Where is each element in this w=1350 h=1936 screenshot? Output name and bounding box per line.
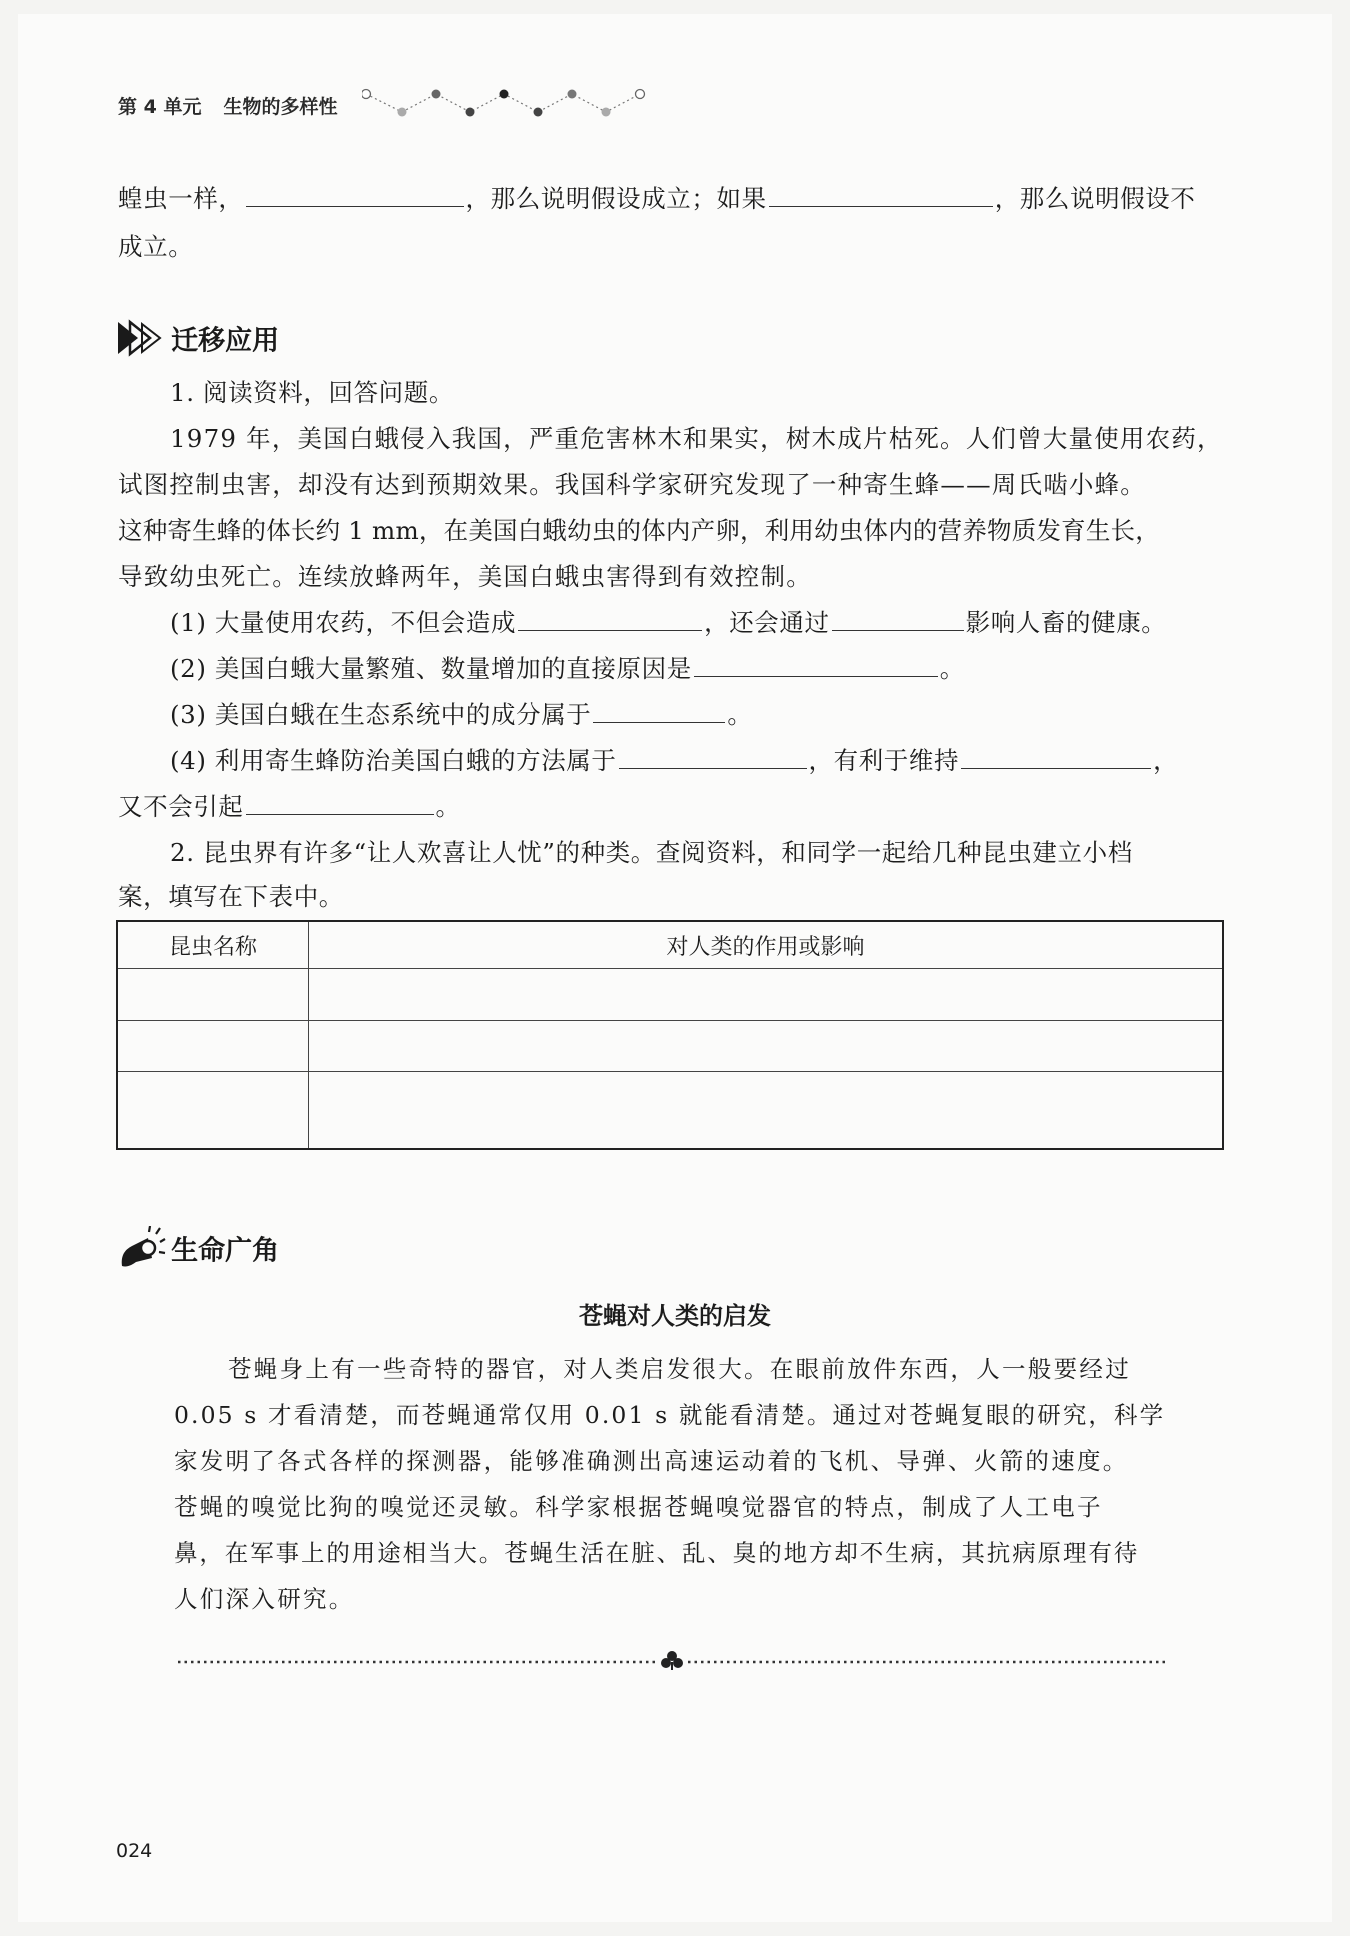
q1-sub2: (2) 美国白蛾大量繁殖、数量增加的直接原因是 。 <box>170 654 965 683</box>
answer-blank[interactable] <box>769 186 993 207</box>
clover-icon <box>661 1651 683 1670</box>
q1-material-line: 这种寄生蜂的体长约 1 mm，在美国白蛾幼虫的体内产卵，利用幼虫体内的营养物质发育生长， <box>118 516 1160 545</box>
column-header-insect-name: 昆虫名称 <box>117 921 309 969</box>
table-row <box>117 1020 1223 1072</box>
table-cell-insect-name[interactable] <box>117 969 309 1021</box>
speaker-icon <box>118 1226 166 1270</box>
q2-prompt-line-2: 案，填写在下表中。 <box>118 882 344 911</box>
q1-material-line: 导致幼虫死亡。连续放蜂两年，美国白蛾虫害得到有效控制。 <box>118 562 812 591</box>
triple-arrow-icon <box>116 318 166 358</box>
article-line: 0.05 s 才看清楚，而苍蝇通常仅用 0.01 s 就能看清楚。通过对苍蝇复眼的研究，科学 <box>174 1401 1166 1429</box>
article-line: 苍蝇身上有一些奇特的器官，对人类启发很大。在眼前放件东西，人一般要经过 <box>228 1355 1131 1383</box>
q1-sub4: (4) 利用寄生蜂防治美国白蛾的方法属于 ，有利于维持 ， <box>170 746 1179 775</box>
answer-blank[interactable] <box>832 610 964 631</box>
table-cell-insect-name[interactable] <box>117 1072 309 1149</box>
q1-material-line: 1979 年，美国白蛾侵入我国，严重危害林木和果实，树木成片枯死。人们曾大量使用农药， <box>170 424 1223 453</box>
table-cell-effect[interactable] <box>309 1020 1224 1072</box>
table-cell-effect[interactable] <box>309 1072 1224 1149</box>
answer-blank[interactable] <box>518 610 702 631</box>
running-header <box>118 92 337 119</box>
table-cell-insect-name[interactable] <box>117 1020 309 1072</box>
q1-material-line: 试图控制虫害，却没有达到预期效果。我国科学家研究发现了一种寄生蜂——周氏啮小蜂。 <box>118 470 1146 499</box>
table-cell-effect[interactable] <box>309 969 1224 1021</box>
dotted-divider <box>178 1650 1168 1670</box>
column-header-effect: 对人类的作用或影响 <box>309 921 1224 969</box>
section-life-title: 生命广角 <box>171 1235 280 1267</box>
unit-label: 第 4 单元 <box>118 96 202 118</box>
insect-table <box>116 920 1224 1150</box>
article-line: 人们深入研究。 <box>174 1585 355 1613</box>
answer-blank[interactable] <box>593 702 725 723</box>
q2-prompt-line-1: 2. 昆虫界有许多“让人欢喜让人忧”的种类。查阅资料，和同学一起给几种昆虫建立小档 <box>170 838 1133 867</box>
answer-blank[interactable] <box>246 794 434 815</box>
section-transfer-heading <box>116 318 279 358</box>
article-title: 苍蝇对人类的启发 <box>579 1302 771 1330</box>
answer-blank[interactable] <box>694 656 938 677</box>
table-row <box>117 1072 1223 1149</box>
section-life-heading <box>118 1226 279 1270</box>
article-line: 家发明了各式各样的探测器，能够准确测出高速运动着的飞机、导弹、火箭的速度。 <box>174 1447 1129 1475</box>
section-transfer-title: 迁移应用 <box>171 325 280 357</box>
unit-title: 生物的多样性 <box>223 96 338 118</box>
page-number: 024 <box>116 1840 153 1862</box>
answer-blank[interactable] <box>246 186 464 207</box>
header-dots-decoration <box>362 82 647 122</box>
answer-blank[interactable] <box>619 748 807 769</box>
continuation-line-1: 蝗虫一样， ，那么说明假设成立；如果 ，那么说明假设不 <box>118 184 1196 213</box>
table-row <box>117 969 1223 1021</box>
table-header-row <box>117 921 1223 969</box>
q1-prompt: 1. 阅读资料，回答问题。 <box>170 378 454 407</box>
article-line: 鼻，在军事上的用途相当大。苍蝇生活在脏、乱、臭的地方却不生病，其抗病原理有待 <box>174 1539 1140 1567</box>
answer-blank[interactable] <box>961 748 1151 769</box>
q1-sub3: (3) 美国白蛾在生态系统中的成分属于 。 <box>170 700 753 729</box>
article-line: 苍蝇的嗅觉比狗的嗅觉还灵敏。科学家根据苍蝇嗅觉器官的特点，制成了人工电子 <box>174 1493 1103 1521</box>
q1-sub4-continued: 又不会引起 。 <box>118 792 461 821</box>
continuation-line-2: 成立。 <box>118 232 194 261</box>
q1-sub1: (1) 大量使用农药，不但会造成 ，还会通过 影响人畜的健康。 <box>170 608 1167 637</box>
